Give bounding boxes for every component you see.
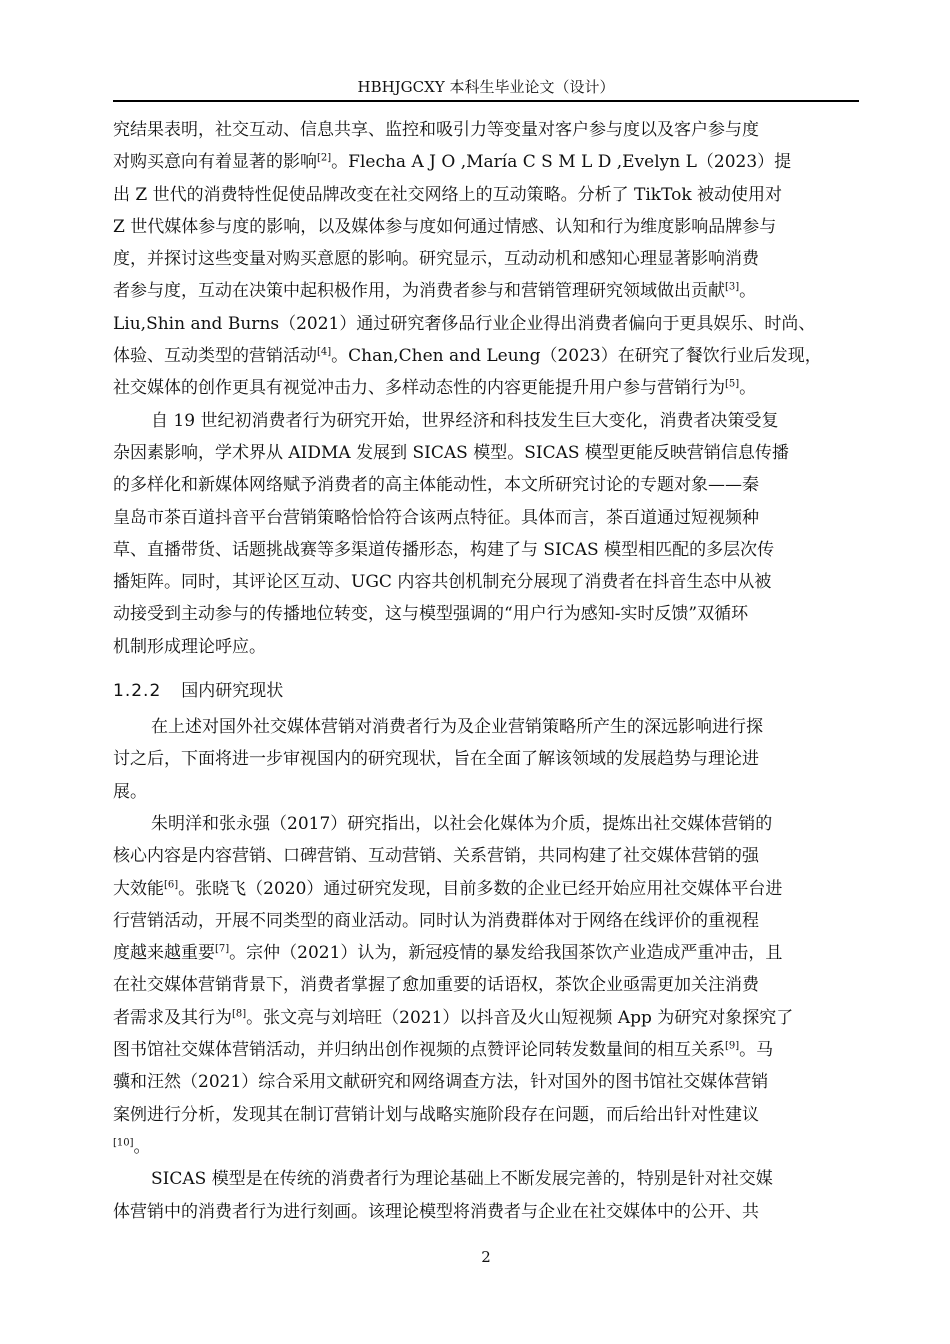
line-text: 杂因素影响，学术界从 AIDMA 发展到 SICAS 模型。SICAS 模型更能反映营销信息传播 [113,442,789,463]
paragraph-group-top [113,114,859,663]
text-line [113,808,859,840]
citation-ref: [6] [164,878,179,890]
paragraph [113,405,859,663]
citation-ref: [10] [113,1137,134,1149]
line-text: 讨之后，下面将进一步审视国内的研究现状，旨在全面了解该领域的发展趋势与理论进 [113,749,759,770]
line-text: 皇岛市茶百道抖音平台营销策略恰恰符合该两点特征。具体而言，茶百道通过短视频种 [113,507,759,528]
line-text: 动接受到主动参与的传播地位转变，这与模型强调的“用户行为感知-实时反馈”双循环 [113,604,749,625]
text-line [113,1034,859,1066]
text-line [113,114,859,146]
text-line [113,243,859,275]
line-text: 体营销中的消费者行为进行刻画。该理论模型将消费者与企业在社交媒体中的公开、共 [113,1201,759,1222]
page-number: 2 [481,1248,491,1266]
line-text: Z 世代媒体参与度的影响，以及媒体参与度如何通过情感、认知和行为维度影响品牌参与 [113,216,777,237]
citation-ref: [5] [725,378,740,390]
line-text: 图书馆社交媒体营销活动，并归纳出创作视频的点赞评论同转发数量间的相互关系 [113,1040,725,1061]
paragraph-group-bottom [113,711,859,1228]
text-line [113,937,859,969]
line-text: 在上述对国外社交媒体营销对消费者行为及企业营销策略所产生的深远影响进行探 [151,717,763,738]
line-text-after: 。宗仲（2021）认为，新冠疫情的暴发给我国茶饮产业造成严重冲击，且 [229,943,783,964]
text-line [113,711,859,743]
line-text-after: 。 [133,1136,151,1157]
line-text: 草、直播带货、话题挑战赛等多渠道传播形态，构建了与 SICAS 模型相匹配的多层次传 [113,539,775,560]
citation-ref: [4] [317,346,332,358]
line-text: 体验、互动类型的营销活动 [113,346,317,367]
line-text: SICAS 模型是在传统的消费者行为理论基础上不断发展完善的，特别是针对社交媒 [151,1169,773,1190]
line-text: Liu,Shin and Burns（2021）通过研究奢侈品行业企业得出消费者偏向于更具娱乐、时尚、 [113,313,816,334]
text-line [113,534,859,566]
paragraph [113,711,859,808]
line-text: 骥和汪然（2021）综合采用文献研究和网络调查方法，针对国外的图书馆社交媒体营销 [113,1072,769,1093]
line-text-after: 。张晓飞（2020）通过研究发现，目前多数的企业已经开始应用社交媒体平台进 [178,878,783,899]
line-text: 核心内容是内容营销、口碑营销、互动营销、关系营销，共同构建了社交媒体营销的强 [113,846,759,867]
text-line [113,598,859,630]
section-number: 1.2.2 [113,681,162,702]
text-line [113,873,859,905]
text-line [113,631,859,663]
line-text: 展。 [113,781,147,802]
line-text: 度，并探讨这些变量对购买意愿的影响。研究显示，互动动机和感知心理显著影响消费 [113,249,759,270]
line-text: 播矩阵。同时，其评论区互动、UGC 内容共创机制充分展现了消费者在抖音生态中从被 [113,572,772,593]
line-text: 出 Z 世代的消费特性促使品牌改变在社交网络上的互动策略。分析了 TikTok 被动使用对 [113,184,783,205]
text-line [113,405,859,437]
text-line [113,840,859,872]
text-line [113,566,859,598]
citation-ref: [3] [725,281,740,293]
paragraph [113,114,859,405]
page-body [113,114,859,1228]
line-text-after: 。 [739,281,757,302]
line-text: 的多样化和新媒体网络赋予消费者的高主体能动性，本文所研究讨论的专题对象——秦 [113,475,759,496]
text-line [113,372,859,404]
paragraph [113,808,859,1163]
citation-ref: [7] [215,943,230,955]
line-text: 者需求及其行为 [113,1007,232,1028]
text-line [113,146,859,178]
line-text: 案例进行分析，发现其在制订营销计划与战略实施阶段存在问题，而后给出针对性建议 [113,1104,759,1125]
text-line [113,308,859,340]
line-text-after: 。张文亮与刘培旺（2021）以抖音及火山短视频 App 为研究对象探究了 [246,1007,794,1028]
text-line [113,1002,859,1034]
text-line [113,502,859,534]
header-rule [113,100,859,102]
citation-ref: [8] [232,1008,247,1020]
line-text: 行营销活动，开展不同类型的商业活动。同时认为消费群体对于网络在线评价的重视程 [113,910,759,931]
text-line [113,179,859,211]
section-title: 国内研究现状 [181,681,284,702]
text-line [113,1163,859,1195]
line-text: 对购买意向有着显著的影响 [113,152,317,173]
text-line [113,776,859,808]
citation-ref: [2] [317,152,332,164]
line-text: 度越来越重要 [113,943,215,964]
text-line [113,275,859,307]
text-line [113,1066,859,1098]
line-text: 究结果表明，社交互动、信息共享、监控和吸引力等变量对客户参与度以及客户参与度 [113,120,759,140]
section-heading [113,675,859,707]
line-text: 者参与度，互动在决策中起积极作用，为消费者参与和营销管理研究领域做出贡献 [113,281,725,302]
text-line [113,437,859,469]
text-line [113,1131,859,1163]
text-line [113,743,859,775]
text-line [113,340,859,372]
running-header: HBHJGCXY 本科生毕业论文（设计） [357,78,615,96]
citation-ref: [9] [725,1040,740,1052]
text-line [113,905,859,937]
line-text: 机制形成理论呼应。 [113,636,266,657]
line-text: 朱明洋和张永强（2017）研究指出，以社会化媒体为介质，提炼出社交媒体营销的 [151,813,773,834]
text-line [113,969,859,1001]
line-text-after: 。Chan,Chen and Leung（2023）在研究了餐饮行业后发现， [331,346,822,367]
text-line [113,469,859,501]
line-text-after: 。马 [739,1040,774,1061]
text-line [113,211,859,243]
line-text: 在社交媒体营销背景下，消费者掌握了愈加重要的话语权，茶饮企业亟需更加关注消费 [113,975,759,996]
line-text-after: 。 [739,378,757,399]
line-text: 社交媒体的创作更具有视觉冲击力、多样动态性的内容更能提升用户参与营销行为 [113,378,725,399]
text-line [113,1196,859,1228]
line-text-after: 。Flecha A J O ,María C S M L D ,Evelyn L（2023）提 [331,152,792,173]
text-line [113,1099,859,1131]
line-text: 自 19 世纪初消费者行为研究开始，世界经济和科技发生巨大变化，消费者决策受复 [151,410,779,431]
paragraph [113,1163,859,1228]
line-text: 大效能 [113,878,164,899]
